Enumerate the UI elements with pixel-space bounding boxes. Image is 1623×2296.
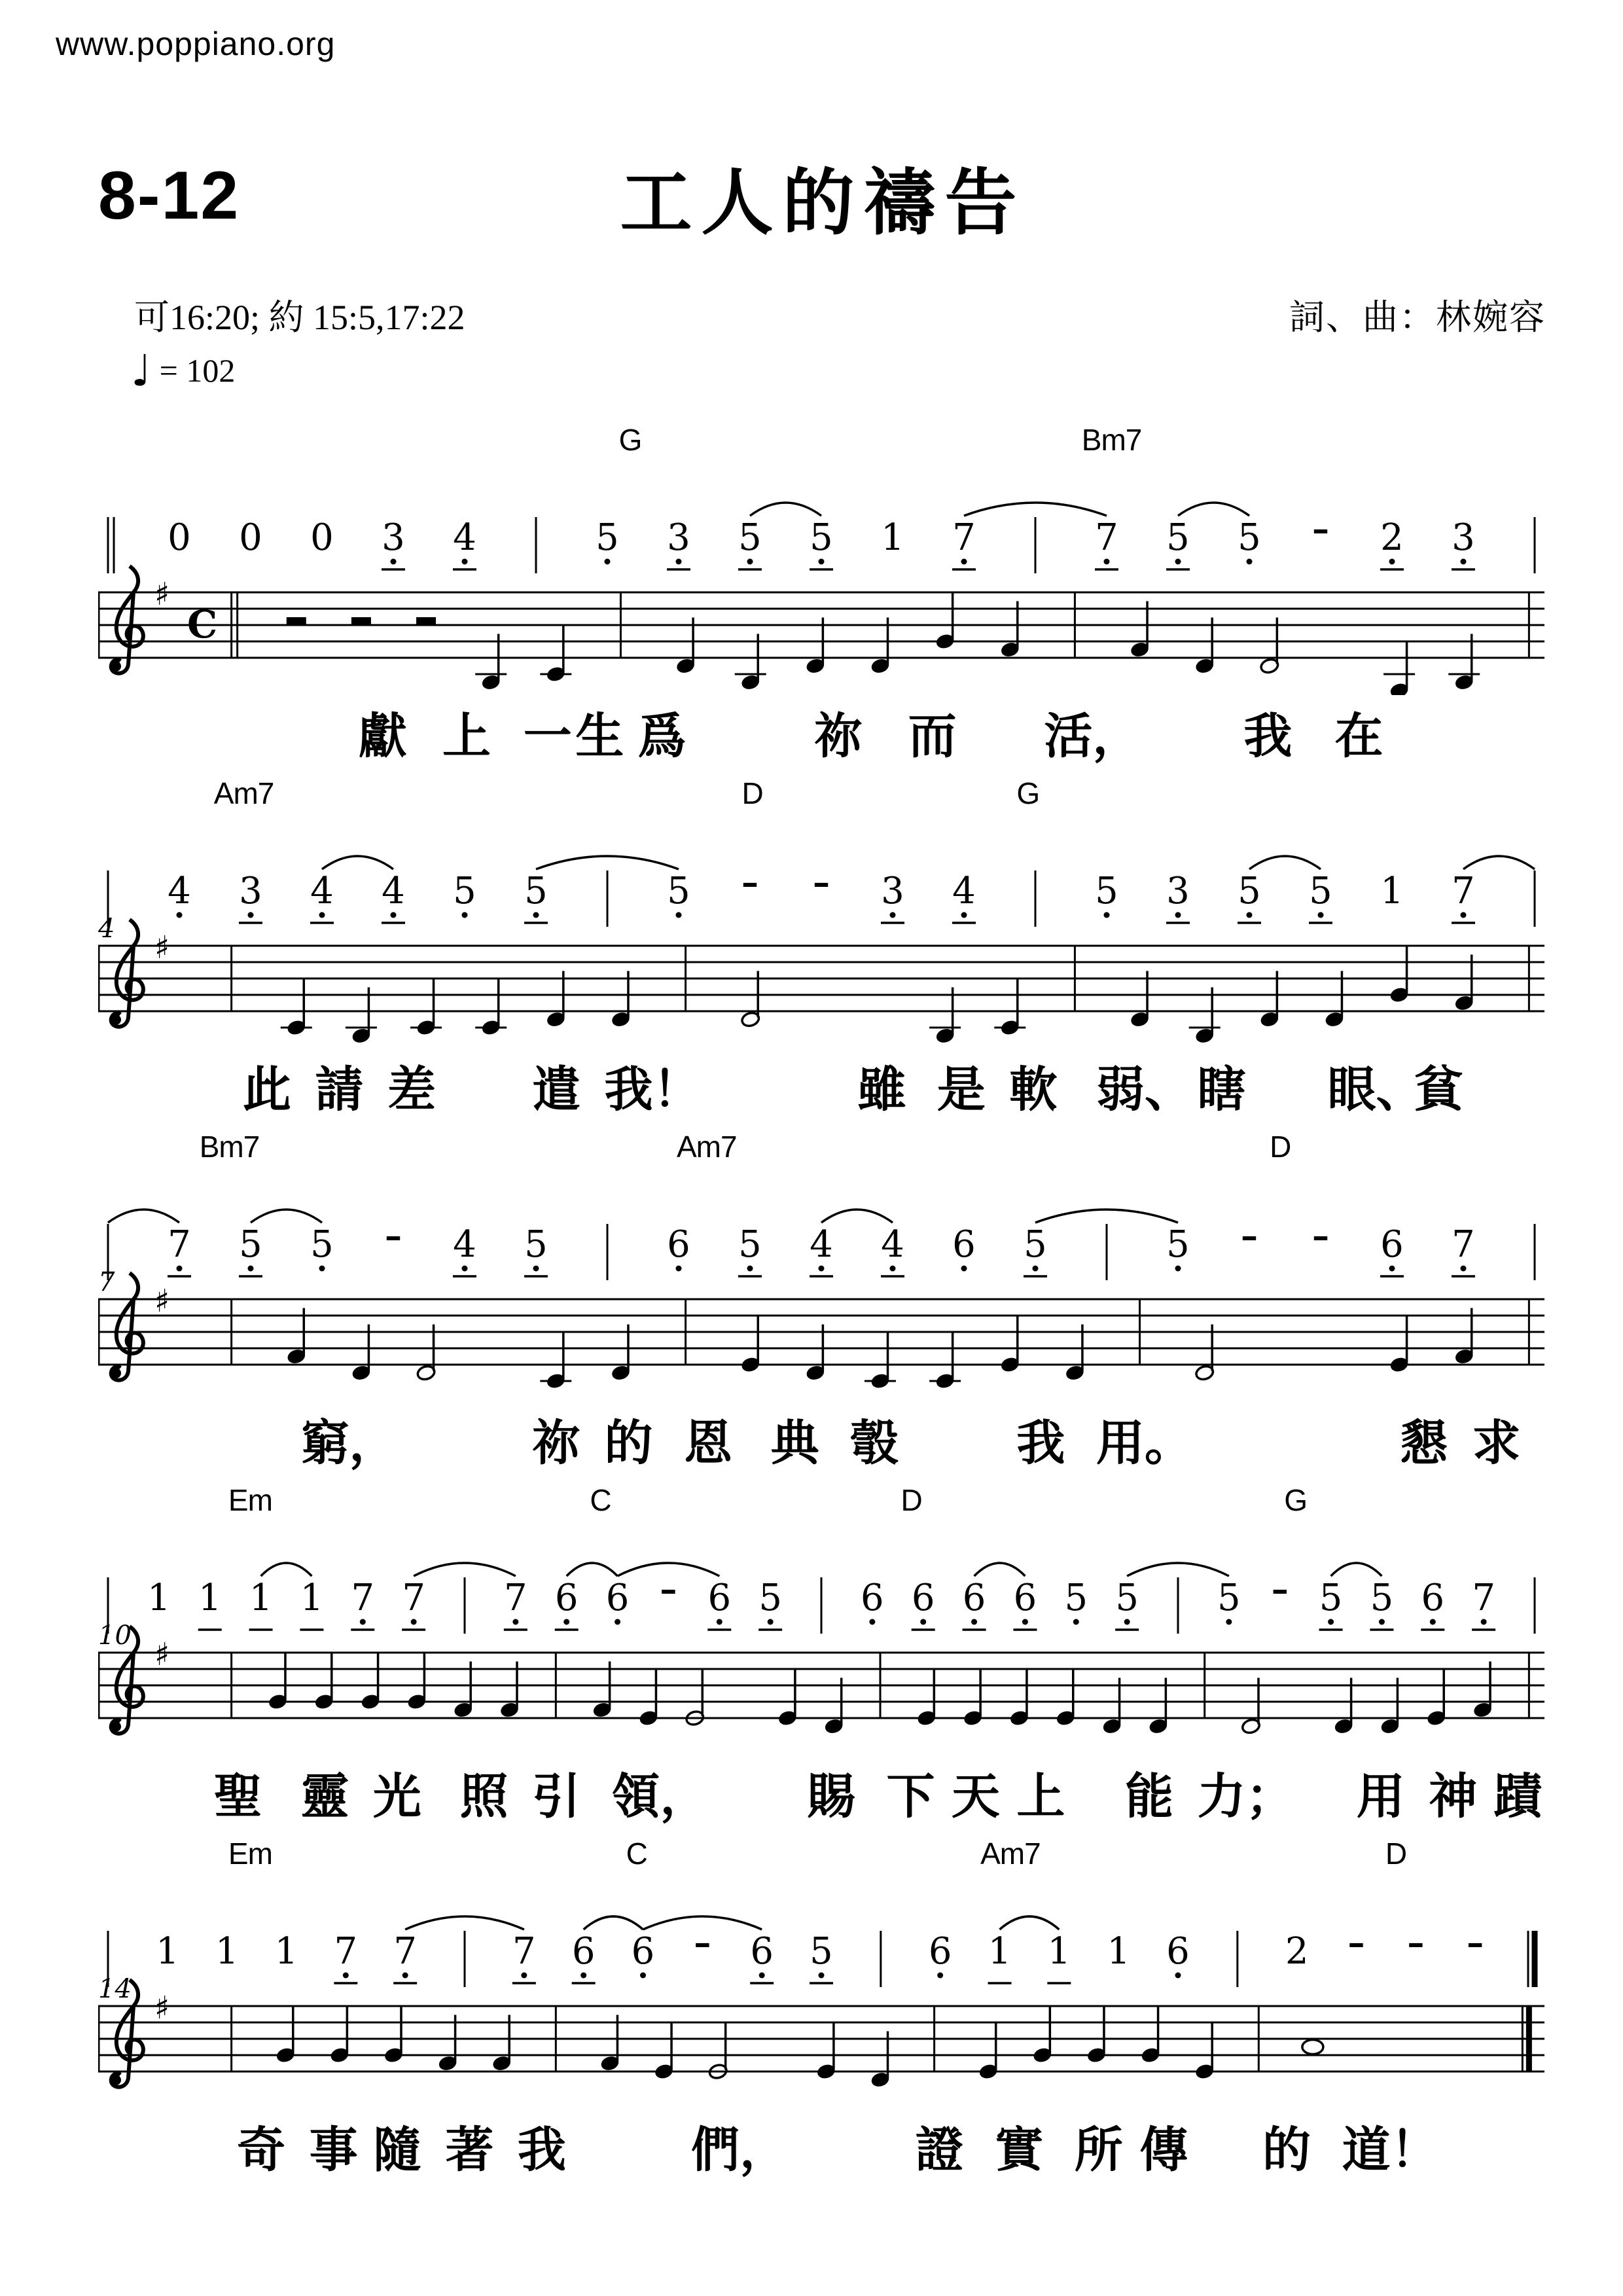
octave-dot [768,1619,774,1625]
lyric-syllable: 差 [387,1062,436,1118]
lyric-syllable: 爲 [637,708,687,764]
jianpu-number: 6 [571,1930,596,1973]
octave-dot [1247,912,1253,918]
lyric-syllable: 恩 [684,1415,733,1471]
jianpu-number: 2 [1380,516,1404,559]
staff-svg-3 [98,1126,1544,1402]
octave-dot [1481,1619,1487,1625]
octave-dot [411,1619,417,1625]
jianpu-number: 5 [1115,1577,1139,1619]
jianpu-number: 5 [810,516,833,559]
chord-label: Bm7 [199,1130,260,1164]
octave-dot [920,1619,926,1625]
measure-number: 10 [98,1621,132,1651]
jianpu-number: 5 [524,1223,548,1266]
octave-dot [462,1266,468,1272]
jianpu-number: 7 [504,1577,527,1619]
octave-dot [605,559,611,565]
octave-dot [819,1973,825,1979]
system-5 [98,1833,1544,2186]
octave-dot [1461,1266,1467,1272]
staff-svg-1 [98,419,1544,695]
octave-dot [1104,912,1110,918]
jianpu-number: 5 [1309,870,1332,912]
octave-dot [1033,1266,1039,1272]
octave-dot [319,1266,325,1272]
slur-arc [821,1210,893,1223]
lyric-syllable: 遣 [532,1062,580,1118]
octave-dot [819,559,825,565]
lyric-syllable: 奇 [237,2122,286,2178]
octave-dot [360,1619,366,1625]
jianpu-number: 5 [524,870,548,912]
lyric-syllable: 隨 [372,2122,421,2178]
chord-label: G [1284,1483,1307,1517]
lyric-syllable: 請 [315,1062,364,1118]
staff-svg-5 [98,1833,1544,2109]
jianpu-number: 6 [1380,1223,1404,1266]
lyric-syllable: 們， [691,2122,789,2178]
octave-dot [747,559,753,565]
octave-dot [1379,1619,1385,1625]
octave-dot [640,1973,646,1979]
slur-arc [750,503,821,516]
jianpu-number: 3 [881,870,904,912]
octave-dot [1328,1619,1334,1625]
lyric-syllable: 祢 [813,708,863,764]
slur-arc [964,503,1107,516]
jianpu-number: 1 [147,1577,171,1619]
jianpu-number: 7 [168,1223,191,1266]
octave-dot [1247,559,1253,565]
system-3 [98,1126,1544,1479]
jianpu-number: 6 [554,1577,579,1619]
jianpu-number: 5 [1217,1577,1241,1619]
jianpu-number: 6 [631,1930,655,1973]
slur-arc [584,1916,643,1929]
lyric-syllable: 祢 [532,1415,580,1471]
jianpu-number: 6 [962,1577,986,1619]
jianpu-number: 5 [667,870,690,912]
lyric-syllable: 而 [908,708,957,764]
jianpu-dash: – [660,1570,677,1609]
octave-dot [1175,559,1181,565]
sharp-icon: ♯ [154,576,170,613]
chord-label: G [1016,776,1040,810]
lyric-syllable: 天 [951,1768,1000,1825]
octave-dot [819,1266,825,1272]
slur-arc [974,1563,1026,1576]
octave-dot [961,912,967,918]
jianpu-number: 6 [707,1577,732,1619]
octave-dot [1226,1619,1232,1625]
jianpu-number: 1 [215,1930,239,1973]
octave-dot [1175,1973,1181,1979]
octave-dot [961,1266,967,1272]
octave-dot [391,559,397,565]
tempo-marking [131,346,235,396]
sharp-icon: ♯ [154,1636,170,1673]
jianpu-dash: – [1241,1216,1258,1256]
jianpu-number: 3 [1166,870,1190,912]
lyric-syllable: 用 [1356,1768,1405,1825]
octave-dot [676,1266,682,1272]
quarter-note-icon: ♩ [131,346,152,396]
jianpu-number: 4 [310,870,334,912]
lyric-syllable: 我 [517,2122,566,2178]
jianpu-number: 6 [750,1930,774,1973]
octave-dot [319,912,325,918]
chord-label: Am7 [677,1130,737,1164]
jianpu-number: 7 [351,1577,375,1619]
lyric-syllable: 瞎 [1197,1062,1246,1118]
measure-number: 4 [98,914,115,944]
lyrics-row-3 [98,1402,1544,1479]
jianpu-number: 7 [334,1930,358,1973]
jianpu-number: 5 [738,1223,762,1266]
slur-arc [1249,856,1321,869]
slur-arc [536,856,679,869]
lyric-syllable: 求 [1472,1415,1521,1471]
lyric-syllable: 的 [1262,2122,1311,2178]
lyric-syllable: 上 [442,708,491,764]
octave-dot [391,912,397,918]
sharp-icon: ♯ [154,1283,170,1319]
jianpu-number: 5 [1064,1577,1088,1619]
measure-number: 7 [98,1267,115,1297]
lyric-syllable: 此 [243,1062,291,1118]
chord-label: C [626,1837,647,1871]
scripture-reference: 可16:20; 約 15:5,17:22 [134,298,465,337]
lyric-syllable: 能 [1125,1768,1174,1825]
sharp-icon: ♯ [154,1990,170,2026]
jianpu-dash: – [1312,1216,1329,1256]
jianpu-dash: – [385,1216,402,1256]
jianpu-number: 5 [596,516,619,559]
lyric-syllable: 窮， [300,1415,398,1471]
jianpu-number: 6 [667,1223,690,1266]
octave-dot [717,1619,722,1625]
slur-arc [1331,1563,1382,1576]
octave-dot [533,1266,539,1272]
jianpu-number: 0 [168,516,191,559]
lyrics-row-4 [98,1755,1544,1833]
jianpu-number: 5 [453,870,476,912]
chord-label: Em [228,1483,272,1517]
chord-label: D [901,1483,922,1517]
lyric-syllable: 證 [915,2122,964,2178]
lyric-syllable: 力； [1197,1768,1294,1825]
chord-label: Am7 [980,1837,1041,1871]
meta-row [134,289,1546,340]
lyric-syllable: 下 [886,1768,935,1825]
note-head [1302,2040,1323,2054]
system-2 [98,772,1544,1126]
jianpu-number: 5 [758,1577,782,1619]
lyric-syllable: 聖 [213,1768,262,1825]
lyric-syllable: 著 [445,2122,494,2178]
lyric-syllable: 領， [611,1768,709,1825]
jianpu-number: 7 [393,1930,417,1973]
lyric-syllable: 蹟 [1493,1768,1543,1825]
jianpu-number: 4 [382,870,405,912]
slur-arc [405,1916,524,1929]
octave-dot [1022,1619,1028,1625]
jianpu-number: 1 [988,1930,1012,1973]
jianpu-dash: – [741,863,758,903]
jianpu-number: 3 [667,516,690,559]
jianpu-number: 5 [738,516,762,559]
octave-dot [343,1973,349,1979]
octave-dot [1124,1619,1130,1625]
jianpu-number: 7 [1472,1577,1495,1619]
jianpu-number: 5 [810,1930,833,1973]
jianpu-number: 4 [453,516,476,559]
octave-dot [869,1619,875,1625]
jianpu-number: 0 [239,516,262,559]
lyric-syllable: 事 [309,2122,358,2178]
jianpu-number: 1 [1107,1930,1130,1973]
jianpu-dash: – [1312,509,1329,549]
lyric-syllable: 一 [523,708,572,764]
jianpu-number: 0 [310,516,334,559]
jianpu-number: 6 [911,1577,935,1619]
octave-dot [462,912,468,918]
chord-label: D [1270,1130,1291,1164]
jianpu-dash: – [1271,1570,1289,1609]
composer-credit: 詞、曲：林婉容 [1289,298,1546,337]
slur-arc [1035,1210,1178,1223]
system-1 [98,419,1544,772]
jianpu-number: 6 [952,1223,976,1266]
jianpu-number: 5 [1238,516,1261,559]
slur-arc [1178,503,1249,516]
hymn-number: 8-12 [98,158,240,234]
lyric-syllable: 眼、 [1327,1062,1425,1118]
octave-dot [1461,912,1467,918]
jianpu-number: 7 [1452,870,1475,912]
lyric-syllable: 我 [1243,708,1293,764]
octave-dot [1073,1619,1079,1625]
lyric-syllable: 生 [575,708,624,764]
lyric-syllable: 我 [1016,1415,1065,1471]
jianpu-dash: – [694,1923,711,1963]
jianpu-number: 2 [1285,1930,1309,1973]
octave-dot [1175,912,1181,918]
jianpu-number: 4 [810,1223,833,1266]
jianpu-number: 6 [861,1577,884,1619]
jianpu-dash: – [1467,1923,1484,1963]
lyric-syllable: 用。 [1096,1415,1193,1471]
octave-dot [402,1973,408,1979]
jianpu-dash: – [1407,1923,1425,1963]
tempo-value: = 102 [159,352,236,389]
jianpu-number: 4 [453,1223,476,1266]
jianpu-number: 6 [1013,1577,1037,1619]
jianpu-number: 5 [1095,870,1118,912]
jianpu-number: 5 [1370,1577,1394,1619]
octave-dot [580,1973,586,1979]
chord-label: G [618,423,642,457]
octave-dot [1318,912,1324,918]
lyric-syllable: 是 [936,1062,986,1118]
jianpu-number: 5 [1238,870,1261,912]
website-watermark: www.poppiano.org [56,26,336,62]
jianpu-number: 1 [274,1930,298,1973]
lyric-syllable: 弱、 [1096,1062,1193,1118]
lyric-syllable: 賜 [806,1768,855,1825]
lyric-syllable: 獻 [358,708,407,764]
jianpu-number: 3 [239,870,262,912]
staff-svg-2 [98,772,1544,1049]
time-signature: C [187,602,218,647]
octave-dot [1389,1266,1395,1272]
jianpu-number: 1 [198,1577,222,1619]
staff-svg-4 [98,1479,1544,1755]
octave-dot [521,1973,527,1979]
octave-dot [533,912,539,918]
jianpu-number: 1 [881,516,904,559]
jianpu-number: 7 [1452,1223,1475,1266]
jianpu-number: 5 [1024,1223,1047,1266]
music-systems [98,419,1544,2186]
jianpu-number: 3 [382,516,405,559]
jianpu-number: 5 [310,1223,334,1266]
slur-arc [1000,1916,1060,1929]
rest-glyph [287,617,306,625]
chord-label: Am7 [213,776,274,810]
octave-dot [937,1973,943,1979]
lyric-syllable: 彀 [850,1415,899,1471]
jianpu-number: 4 [881,1223,904,1266]
lyric-syllable: 我！ [604,1062,702,1118]
jianpu-number: 3 [1452,516,1475,559]
jianpu-number: 4 [952,870,976,912]
sharp-icon: ♯ [154,929,170,966]
title-row [98,145,1548,270]
octave-dot [1104,559,1110,565]
lyric-syllable: 所 [1074,2122,1123,2178]
octave-dot [248,1266,254,1272]
rest-glyph [351,617,371,625]
octave-dot [890,912,896,918]
octave-dot [177,912,183,918]
slur-arc [322,856,393,869]
lyric-syllable: 典 [770,1415,819,1471]
system-4 [98,1479,1544,1833]
lyric-syllable: 道！ [1342,2122,1439,2178]
jianpu-number: 1 [1380,870,1404,912]
lyric-syllable: 活， [1044,708,1141,764]
lyrics-row-2 [98,1049,1544,1126]
octave-dot [615,1619,620,1625]
octave-dot [890,1266,896,1272]
lyric-syllable: 傳 [1139,2122,1188,2178]
lyric-syllable: 懇 [1400,1415,1448,1471]
lyric-syllable: 神 [1429,1768,1478,1825]
slur-arc [567,1563,618,1576]
slur-arc [251,1210,322,1223]
octave-dot [676,559,682,565]
measure-number: 14 [98,1974,132,2004]
octave-dot [759,1973,765,1979]
jianpu-number: 6 [605,1577,630,1619]
jianpu-number: 7 [1095,516,1118,559]
song-title: 工人的禱告 [620,160,1026,245]
jianpu-number: 4 [168,870,191,912]
rest-glyph [416,617,436,625]
octave-dot [747,1266,753,1272]
lyric-syllable: 引 [532,1768,580,1825]
lyric-syllable: 貧 [1414,1062,1463,1118]
slur-arc [108,1210,179,1223]
jianpu-number: 6 [1421,1577,1445,1619]
lyric-syllable: 軟 [1009,1062,1058,1118]
lyrics-row-5 [98,2109,1544,2186]
lyric-syllable: 的 [604,1415,653,1471]
jianpu-number: 1 [1047,1930,1071,1973]
slur-arc [1463,856,1535,869]
chord-label: Em [228,1837,272,1871]
octave-dot [563,1619,569,1625]
lyric-syllable: 光 [372,1768,421,1825]
lyrics-row-1 [98,695,1544,772]
jianpu-number: 6 [928,1930,952,1973]
lyric-syllable: 靈 [300,1768,349,1825]
octave-dot [676,912,682,918]
jianpu-number: 6 [1166,1930,1190,1973]
octave-dot [462,559,468,565]
octave-dot [1175,1266,1181,1272]
slur-arc [261,1563,312,1576]
octave-dot [1389,559,1395,565]
jianpu-number: 5 [1319,1577,1343,1619]
octave-dot [177,1266,183,1272]
slur-arc [414,1563,516,1576]
jianpu-number: 5 [1166,516,1190,559]
jianpu-number: 1 [300,1577,324,1619]
octave-dot [248,912,254,918]
jianpu-dash: – [813,863,830,903]
chord-label: C [590,1483,611,1517]
jianpu-number: 7 [402,1577,425,1619]
jianpu-number: 7 [952,516,976,559]
octave-dot [512,1619,518,1625]
chord-label: D [741,776,763,810]
octave-dot [1461,559,1467,565]
lyric-syllable: 實 [995,2122,1044,2178]
lyric-syllable: 雖 [857,1062,906,1118]
lyric-syllable: 上 [1016,1768,1065,1825]
jianpu-number: 1 [156,1930,179,1973]
lyric-syllable: 照 [459,1768,508,1825]
octave-dot [961,559,967,565]
octave-dot [971,1619,977,1625]
jianpu-number: 1 [249,1577,273,1619]
octave-dot [1430,1619,1436,1625]
chord-label: D [1385,1837,1407,1871]
lyric-syllable: 在 [1334,708,1383,764]
jianpu-dash: – [1347,1923,1365,1963]
slur-arc [1127,1563,1229,1576]
jianpu-number: 5 [239,1223,262,1266]
jianpu-number: 5 [1166,1223,1190,1266]
jianpu-number: 7 [512,1930,536,1973]
chord-label: Bm7 [1081,423,1142,457]
